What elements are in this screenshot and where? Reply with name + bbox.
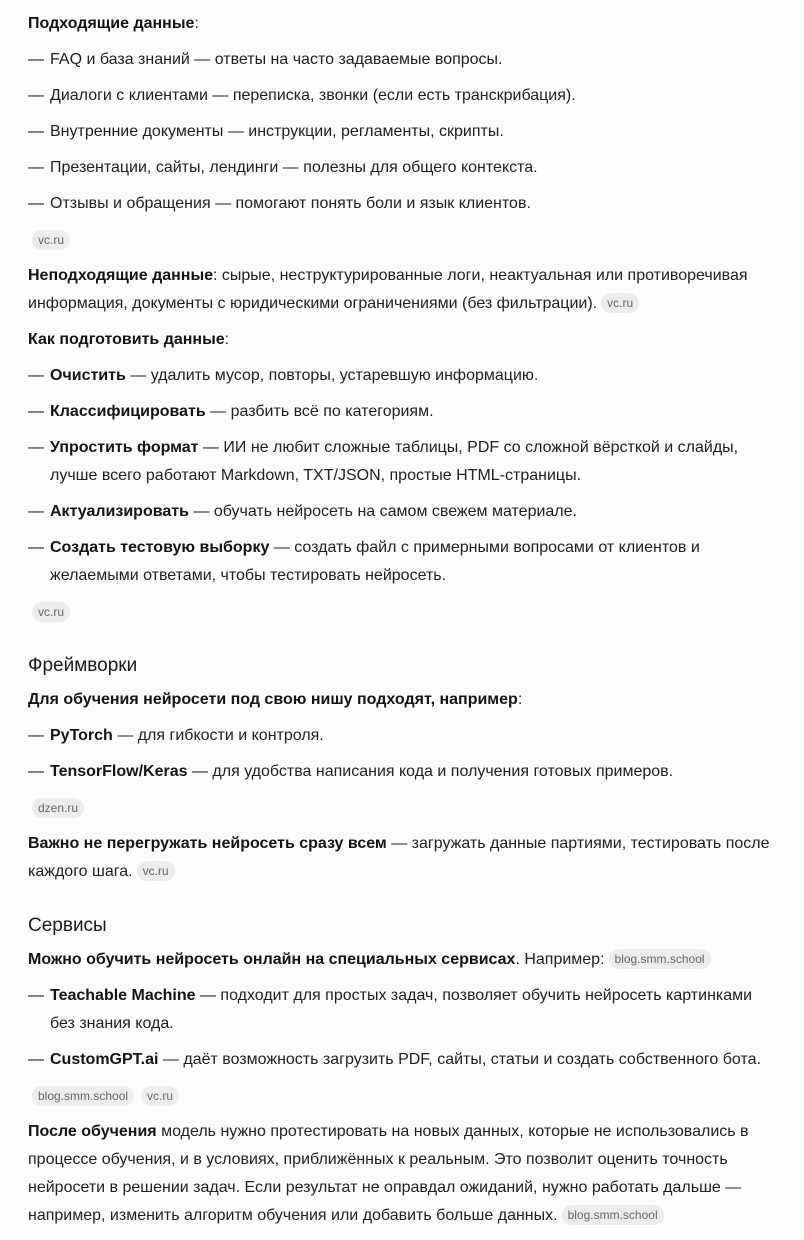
frameworks-intro-bold: Для обучения нейросети под свою нишу подходят, например xyxy=(28,691,518,708)
source-chips xyxy=(32,794,776,822)
source-chip[interactable]: vc.ru xyxy=(141,1086,179,1106)
dash-bullet: — xyxy=(28,439,44,456)
services-intro xyxy=(28,946,776,974)
list-item-text: — разбить всё по категориям. xyxy=(205,403,434,420)
list-item-term: CustomGPT.ai xyxy=(50,1051,159,1068)
dash-bullet: — xyxy=(28,539,44,556)
list-item-text: — создать файл с примерными вопросами от клиентов и желаемыми ответами, чтобы тестировать нейросеть. xyxy=(50,539,700,584)
list-item-term: Очистить xyxy=(50,367,126,384)
after-training-paragraph xyxy=(28,1118,776,1230)
dash-bullet: — xyxy=(28,159,44,176)
source-chip[interactable]: vc.ru xyxy=(32,602,70,622)
dash-bullet: — xyxy=(28,763,44,780)
list-item xyxy=(28,722,776,750)
unsuitable-data-title: Неподходящие данные xyxy=(28,267,214,284)
list-item-term: TensorFlow/Keras xyxy=(50,763,188,780)
list-item xyxy=(28,758,776,786)
list-item xyxy=(28,1046,776,1074)
colon: : xyxy=(224,331,230,348)
section-heading-services: Сервисы xyxy=(28,915,107,936)
list-item-term: Упростить формат xyxy=(50,439,199,456)
source-chips xyxy=(32,598,776,626)
source-chip[interactable]: vc.ru xyxy=(601,293,639,313)
list-item-term: PyTorch xyxy=(50,727,113,744)
dash-bullet: — xyxy=(28,51,44,68)
dash-bullet: — xyxy=(28,87,44,104)
list-item-text: Внутренние документы — инструкции, регламенты, скрипты. xyxy=(50,123,504,140)
list-item-term: Классифицировать xyxy=(50,403,206,420)
dash-bullet: — xyxy=(28,367,44,384)
list-item-text: Презентации, сайты, лендинги — полезны для общего контекста. xyxy=(50,159,538,176)
suitable-data-heading xyxy=(28,10,776,38)
list-item-text: — удалить мусор, повторы, устаревшую информацию. xyxy=(125,367,539,384)
source-chip[interactable]: blog.smm.school xyxy=(32,1086,134,1106)
list-item xyxy=(28,190,776,218)
list-item-text: — для удобства написания кода и получения готовых примеров. xyxy=(187,763,674,780)
frameworks-intro xyxy=(28,686,776,714)
source-chip[interactable]: dzen.ru xyxy=(32,798,84,818)
list-item xyxy=(28,118,776,146)
suitable-data-title: Подходящие данные xyxy=(28,15,195,32)
prepare-data-heading xyxy=(28,326,776,354)
source-chip[interactable]: blog.smm.school xyxy=(562,1205,664,1225)
source-chips xyxy=(32,1082,776,1110)
source-chip[interactable]: vc.ru xyxy=(32,230,70,250)
paragraph-text: модель нужно протестировать на новых данных, которые не использовались в процессе обучения, и в условиях, приближённых к реальным. Это позволит оценить точность нейросети в решении задач. Если результат не оправдал ожиданий, нужно работать дальше — например, изменить алгоритм обучения или добавить больше данных. xyxy=(28,1123,749,1224)
list-item-text: Диалоги с клиентами — переписка, звонки (если есть транскрибация). xyxy=(50,87,576,104)
list-item xyxy=(28,534,776,590)
services-intro-bold: Можно обучить нейросеть онлайн на специальных сервисах xyxy=(28,951,516,968)
dash-bullet: — xyxy=(28,727,44,744)
dash-bullet: — xyxy=(28,403,44,420)
list-item xyxy=(28,498,776,526)
list-item-text: — ИИ не любит сложные таблицы, PDF со сложной вёрсткой и слайды, лучше всего работают Markdown, TXT/JSON, простые HTML-страницы. xyxy=(50,439,739,484)
paragraph-text: . Например: xyxy=(515,951,605,968)
frameworks-note xyxy=(28,830,776,886)
dash-bullet: — xyxy=(28,195,44,212)
unsuitable-data-paragraph xyxy=(28,262,776,318)
section-heading-frameworks: Фреймворки xyxy=(28,655,138,676)
list-item xyxy=(28,398,776,426)
dash-bullet: — xyxy=(28,987,44,1004)
source-chip[interactable]: vc.ru xyxy=(137,861,175,881)
list-item xyxy=(28,154,776,182)
list-item-text: — даёт возможность загрузить PDF, сайты, статьи и создать собственного бота. xyxy=(158,1051,761,1068)
list-item-term: Актуализировать xyxy=(50,503,189,520)
dash-bullet: — xyxy=(28,123,44,140)
list-item xyxy=(28,362,776,390)
after-training-bold: После обучения xyxy=(28,1123,157,1140)
source-chips xyxy=(32,226,776,254)
source-chip[interactable]: blog.smm.school xyxy=(609,949,711,969)
list-item xyxy=(28,82,776,110)
colon: : xyxy=(194,15,199,32)
list-item-term: Teachable Machine xyxy=(50,987,196,1004)
list-item-term: Создать тестовую выборку xyxy=(50,539,270,556)
paragraph-text: — загружать данные партиями, тестировать после каждого шага. xyxy=(28,835,770,880)
frameworks-note-bold: Важно не перегружать нейросеть сразу всем xyxy=(28,835,387,852)
list-item xyxy=(28,982,776,1038)
list-item-text: — обучать нейросеть на самом свежем материале. xyxy=(188,503,577,520)
list-item xyxy=(28,46,776,74)
colon: : xyxy=(517,691,523,708)
list-item-text: FAQ и база знаний — ответы на часто задаваемые вопросы. xyxy=(50,51,503,68)
dash-bullet: — xyxy=(28,1051,44,1068)
list-item-text: Отзывы и обращения — помогают понять боли и язык клиентов. xyxy=(50,195,531,212)
dash-bullet: — xyxy=(28,503,44,520)
list-item-text: — для гибкости и контроля. xyxy=(112,727,324,744)
list-item xyxy=(28,434,776,490)
prepare-data-title: Как подготовить данные xyxy=(28,331,225,348)
paragraph-text: : сырые, неструктурированные логи, неактуальная или противоречивая информация, документы с юридическими ограничениями (без фильтрации). xyxy=(28,267,748,312)
list-item-text: — подходит для простых задач, позволяет обучить нейросеть картинками без знания кода. xyxy=(50,987,753,1032)
